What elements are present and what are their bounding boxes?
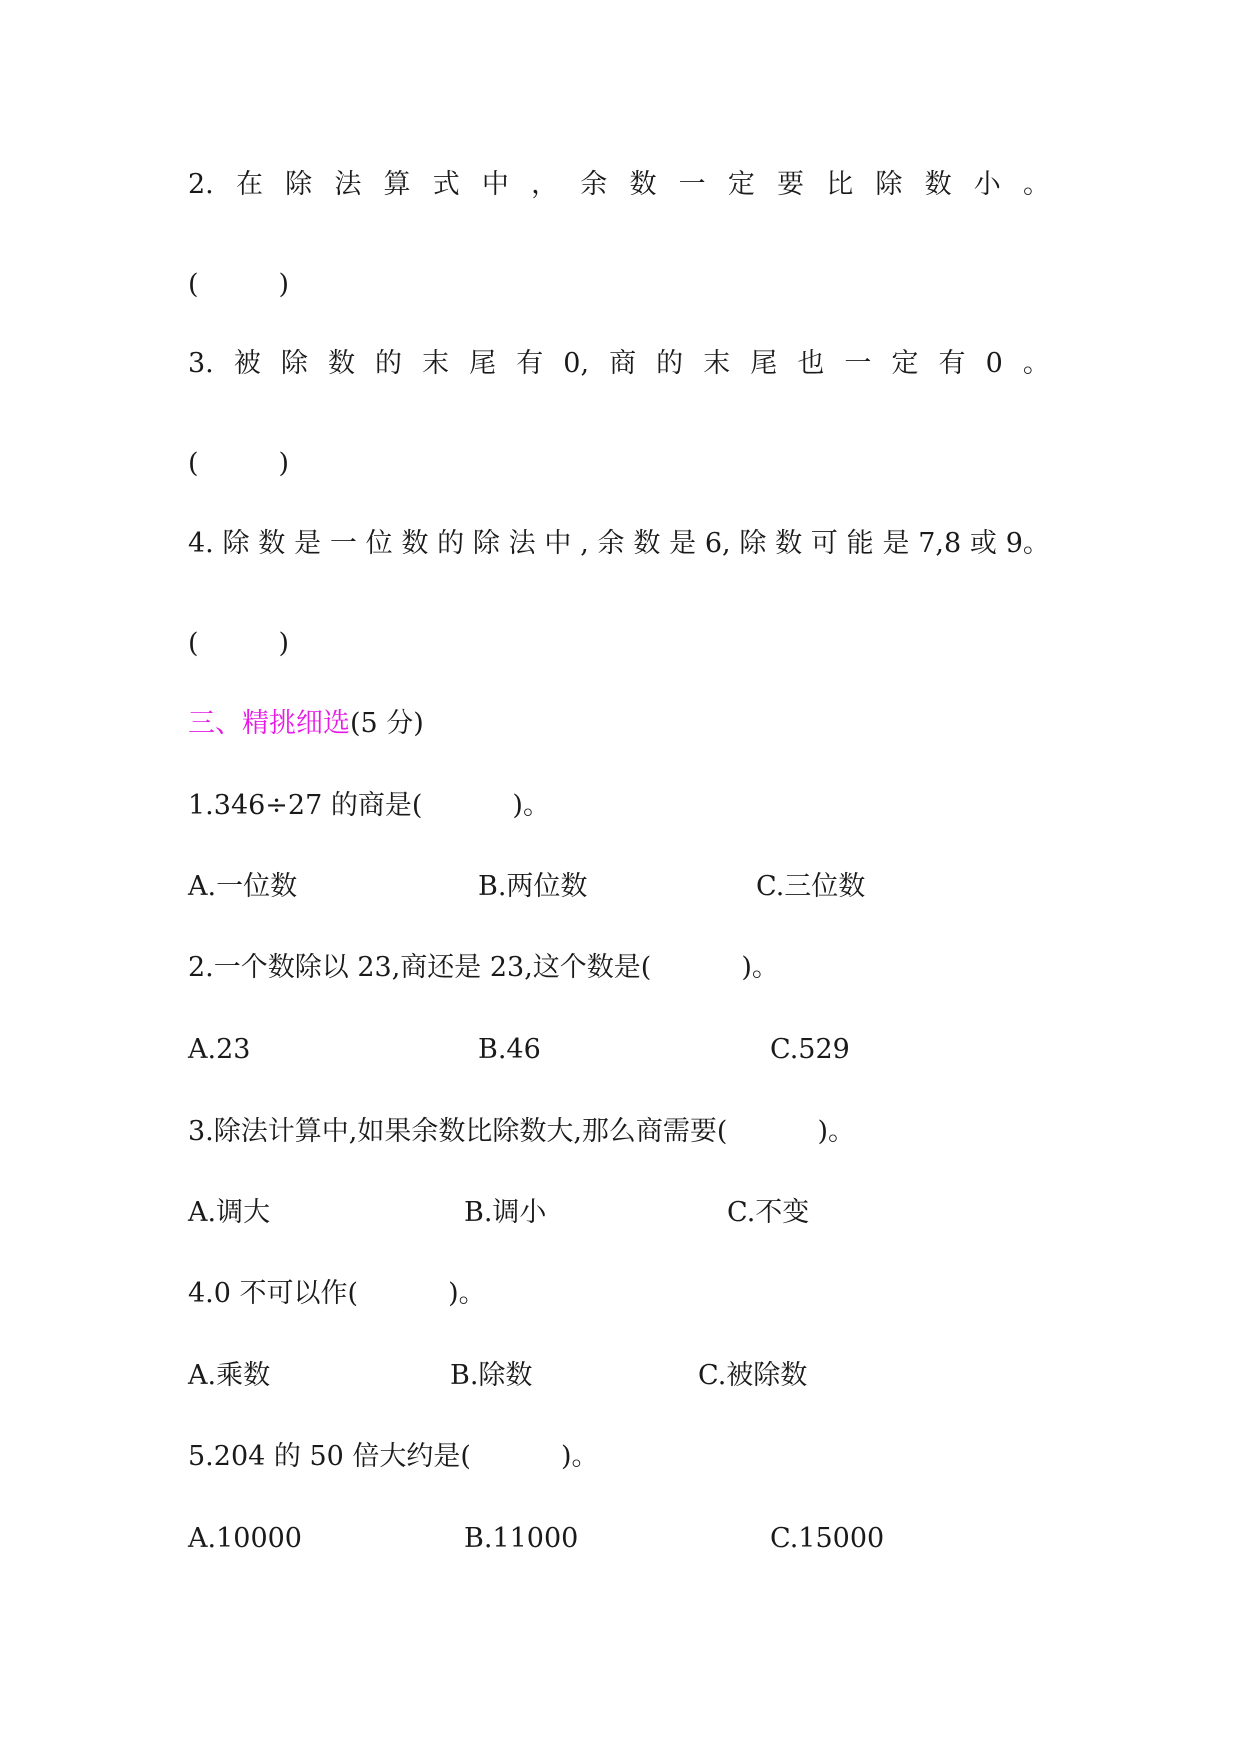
question-token: 或 <box>969 528 997 559</box>
question-token: 数 <box>327 348 355 379</box>
option-3-b[interactable]: B.调小 <box>464 1197 547 1228</box>
question-token: 也 <box>797 348 825 379</box>
question-token: 。 <box>1022 348 1050 379</box>
question-token: 是 <box>294 528 322 559</box>
question-token: 7,8 <box>918 528 962 559</box>
option-2-c[interactable]: C.529 <box>770 1034 850 1065</box>
question-token: 数 <box>629 169 657 200</box>
option-5-c[interactable]: C.15000 <box>770 1523 885 1554</box>
answer-paren-2[interactable]: ( ) <box>188 269 290 300</box>
question-token: 式 <box>432 169 460 200</box>
option-1-b[interactable]: B.两位数 <box>478 871 588 902</box>
option-4-a[interactable]: A.乘数 <box>188 1360 271 1391</box>
judgement-question-3 <box>188 347 1050 381</box>
option-5-a[interactable]: A.10000 <box>188 1523 302 1554</box>
question-token: 6, <box>704 528 731 559</box>
question-token: 有 <box>516 348 544 379</box>
question-token: 商 <box>609 348 637 379</box>
question-token: 要 <box>777 169 805 200</box>
question-token: 4. <box>188 528 214 559</box>
question-token: 一 <box>329 528 357 559</box>
question-token: 的 <box>375 348 403 379</box>
question-token: ， <box>531 169 559 200</box>
question-token: 除 <box>875 169 903 200</box>
choice-question-1: 1.346÷27 的商是( )。 <box>188 790 550 821</box>
question-token: 可 <box>810 528 838 559</box>
question-token: , <box>580 528 589 559</box>
choice-question-5: 5.204 的 50 倍大约是( )。 <box>188 1441 599 1472</box>
question-token: 9。 <box>1005 528 1050 559</box>
question-token: 是 <box>882 528 910 559</box>
question-token: 是 <box>669 528 697 559</box>
question-token: 的 <box>437 528 465 559</box>
choice-question-3: 3.除法计算中,如果余数比除数大,那么商需要( )。 <box>188 1116 856 1147</box>
question-token: 余 <box>580 169 608 200</box>
question-token: 除 <box>472 528 500 559</box>
question-token: 算 <box>383 169 411 200</box>
option-5-b[interactable]: B.11000 <box>464 1523 579 1554</box>
question-token: 数 <box>258 528 286 559</box>
question-token: 位 <box>365 528 393 559</box>
question-token: 被 <box>233 348 261 379</box>
question-token: 除 <box>739 528 767 559</box>
question-token: 一 <box>844 348 872 379</box>
answer-paren-3[interactable]: ( ) <box>188 448 290 479</box>
question-token: 在 <box>235 169 263 200</box>
question-token: 能 <box>846 528 874 559</box>
question-token: 数 <box>633 528 661 559</box>
question-token: 的 <box>656 348 684 379</box>
option-2-b[interactable]: B.46 <box>478 1034 541 1065</box>
question-token: 定 <box>727 169 755 200</box>
question-token: 末 <box>422 348 450 379</box>
question-token: 0 <box>985 348 1003 379</box>
question-token: 一 <box>678 169 706 200</box>
question-token: 尾 <box>750 348 778 379</box>
choice-question-2: 2.一个数除以 23,商还是 23,这个数是( )。 <box>188 952 779 983</box>
judgement-question-4 <box>188 527 1050 561</box>
section-3-title: 三、精挑细选 <box>188 708 350 739</box>
question-token: 除 <box>285 169 313 200</box>
question-token: 0, <box>563 348 590 379</box>
question-token: 2. <box>188 169 214 200</box>
option-1-c[interactable]: C.三位数 <box>756 871 866 902</box>
question-token: 3. <box>188 348 214 379</box>
option-2-a[interactable]: A.23 <box>188 1034 251 1065</box>
question-token: 除 <box>222 528 250 559</box>
question-token: 中 <box>544 528 572 559</box>
question-token: 有 <box>938 348 966 379</box>
question-token: 末 <box>703 348 731 379</box>
question-token: 中 <box>481 169 509 200</box>
question-token: 尾 <box>469 348 497 379</box>
question-token: 定 <box>891 348 919 379</box>
option-3-c[interactable]: C.不变 <box>727 1197 810 1228</box>
question-token: 数 <box>775 528 803 559</box>
option-3-a[interactable]: A.调大 <box>188 1197 271 1228</box>
question-token: 余 <box>597 528 625 559</box>
judgement-question-2 <box>188 168 1050 202</box>
option-4-b[interactable]: B.除数 <box>450 1360 533 1391</box>
section-3-heading <box>188 707 424 741</box>
option-4-c[interactable]: C.被除数 <box>698 1360 808 1391</box>
option-1-a[interactable]: A.一位数 <box>188 871 298 902</box>
question-token: 除 <box>280 348 308 379</box>
question-token: 法 <box>334 169 362 200</box>
question-token: 数 <box>401 528 429 559</box>
question-token: 比 <box>826 169 854 200</box>
question-token: 法 <box>508 528 536 559</box>
question-token: 。 <box>1022 169 1050 200</box>
section-3-score: (5 分) <box>350 708 424 739</box>
question-token: 数 <box>924 169 952 200</box>
choice-question-4: 4.0 不可以作( )。 <box>188 1278 486 1309</box>
question-token: 小 <box>973 169 1001 200</box>
answer-paren-4[interactable]: ( ) <box>188 628 290 659</box>
